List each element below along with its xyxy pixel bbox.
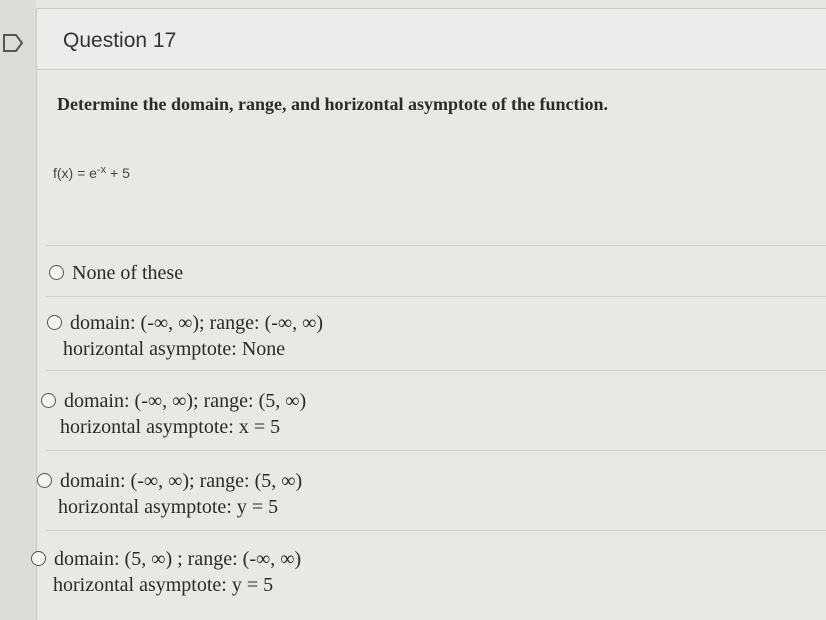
option-line-2: horizontal asymptote: y = 5 [53, 574, 274, 596]
function-exponent: -x [96, 164, 107, 176]
option-line-1: domain: (-∞, ∞); range: (-∞, ∞) [70, 312, 324, 334]
question-header [36, 8, 826, 70]
function-expression [53, 165, 130, 181]
option-line-1: None of these [72, 262, 184, 284]
radio-button[interactable] [31, 551, 46, 566]
function-base: f(x) = e [53, 165, 97, 181]
separator [45, 370, 826, 371]
answer-option-c[interactable] [37, 468, 302, 520]
question-body [36, 70, 826, 620]
radio-button[interactable] [49, 265, 64, 280]
option-line-2: horizontal asymptote: None [63, 338, 286, 360]
answer-option-a[interactable] [47, 310, 323, 362]
flag-icon[interactable] [2, 32, 24, 54]
answer-option-d[interactable] [31, 546, 301, 598]
answer-option-b[interactable] [41, 388, 306, 440]
question-number: Question 17 [63, 29, 177, 52]
separator [45, 530, 826, 531]
left-gutter [0, 0, 36, 620]
answer-option-none[interactable] [49, 260, 183, 286]
separator [45, 450, 826, 451]
option-line-1: domain: (5, ∞) ; range: (-∞, ∞) [54, 548, 302, 570]
question-prompt: Determine the domain, range, and horizontal asymptote of the function. [57, 94, 608, 114]
separator [45, 296, 826, 297]
option-line-1: domain: (-∞, ∞); range: (5, ∞) [60, 470, 303, 492]
option-line-1: domain: (-∞, ∞); range: (5, ∞) [64, 390, 307, 412]
radio-button[interactable] [37, 473, 52, 488]
option-line-2: horizontal asymptote: x = 5 [60, 416, 281, 438]
function-tail: + 5 [106, 165, 130, 181]
radio-button[interactable] [41, 393, 56, 408]
separator [45, 245, 826, 246]
radio-button[interactable] [47, 315, 62, 330]
option-line-2: horizontal asymptote: y = 5 [58, 496, 279, 518]
